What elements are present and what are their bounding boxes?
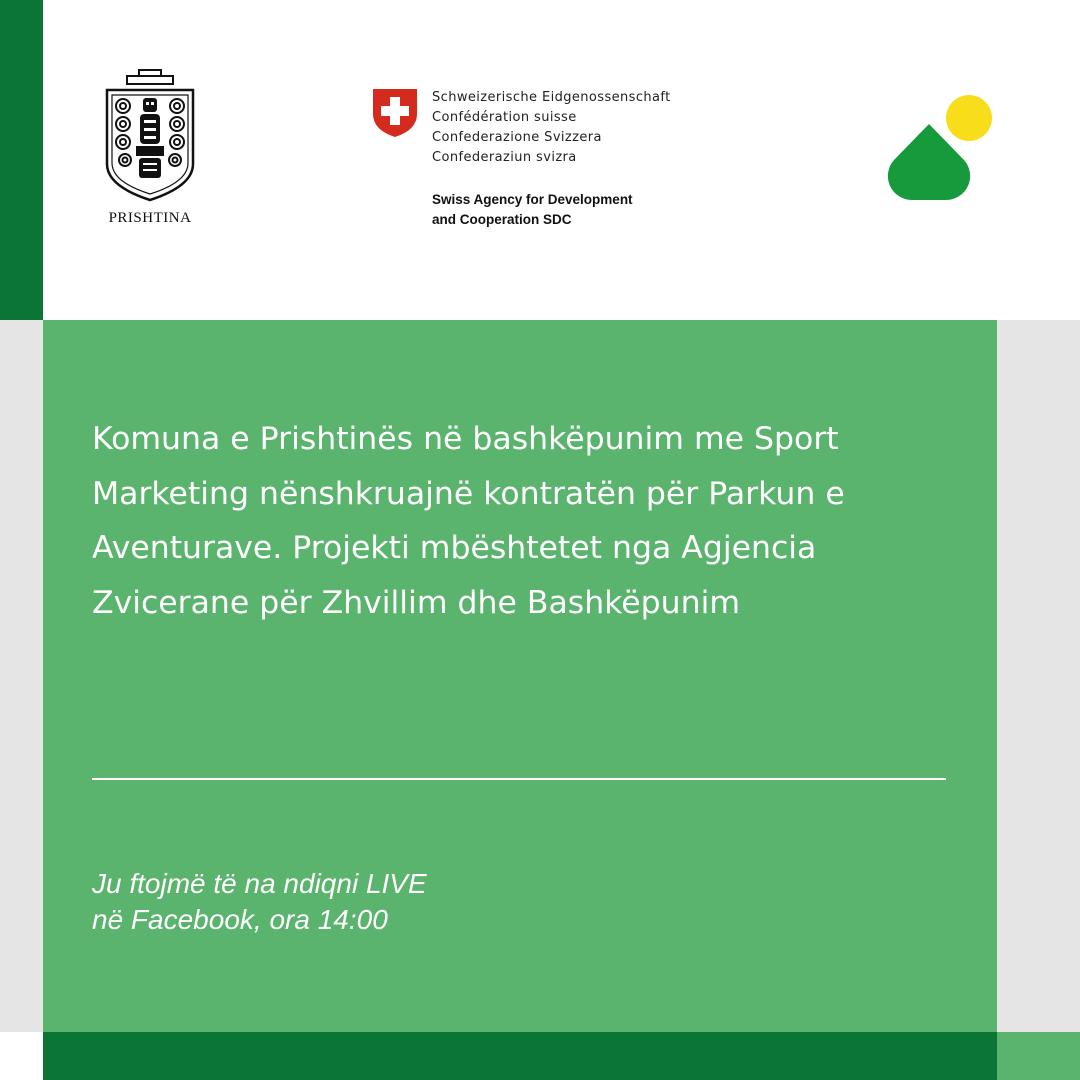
invite-line-1: Ju ftojmë të na ndiqni LIVE [92,868,427,899]
right-grey-bar [997,320,1080,1032]
sdc-line-2: and Cooperation SDC [432,212,572,227]
divider-line [92,778,946,780]
swiss-confederation-names [432,88,671,168]
bottom-accent-bar [43,1032,997,1080]
swiss-cross-shield-icon [372,88,418,138]
live-invitation [92,866,427,938]
sdc-line-1: Swiss Agency for Development [432,192,633,207]
left-grey-bar [0,320,43,1032]
swiss-name-german: Schweizerische Eidgenossenschaft [432,90,671,105]
headline-text: Komuna e Prishtinës në bashkëpunim me Sport Marketing nënshkruajnë kontratën për Parkun e Aventurave. Projekti mbështetet nga Agjencia Zvicerane për Zhvillim dhe Bashkëpunim [92,421,845,621]
invite-line-2: në Facebook, ora 14:00 [92,904,388,935]
sdc-agency-name [432,190,633,230]
left-accent-bar [0,0,43,320]
swiss-name-french: Confédération suisse [432,110,577,125]
bottom-right-block [997,1032,1080,1080]
prishtina-coat-of-arms-icon [103,68,197,204]
prishtina-label: PRISHTINA [108,210,192,226]
swiss-name-romansh: Confederaziun svizra [432,150,577,165]
bottom-left-block [0,1032,43,1080]
swiss-name-italian: Confederazione Svizzera [432,130,602,145]
green-heart-yellow-dot-icon [880,92,995,204]
